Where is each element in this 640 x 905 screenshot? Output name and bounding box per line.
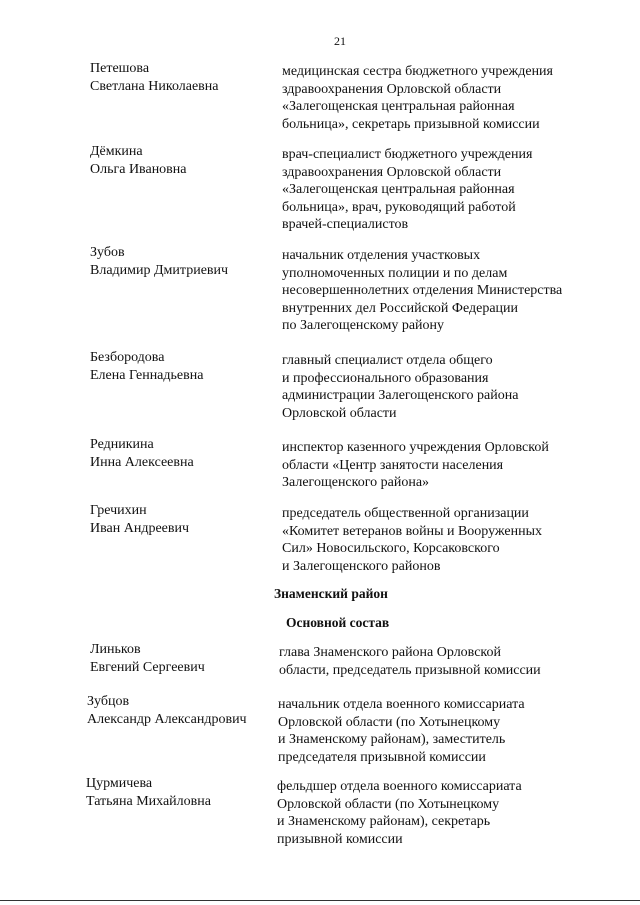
desc-line: врач-специалист бюджетного учреждения	[282, 147, 533, 162]
desc-line: области «Центр занятости населения	[282, 457, 504, 473]
desc-line: врачей-специалистов	[282, 217, 409, 232]
desc-line: начальник отдела военного комиссариата	[278, 697, 525, 712]
person-name	[90, 349, 270, 385]
given-names: Татьяна Михайловна	[86, 794, 211, 809]
desc-line: здравоохранения Орловской области	[282, 164, 502, 180]
given-names: Иван Андреевич	[90, 521, 190, 536]
given-names: Светлана Николаевна	[90, 79, 219, 94]
desc-line: больница», врач, руководящий работой	[282, 199, 516, 215]
person-name	[86, 775, 266, 811]
position-description	[279, 644, 609, 679]
desc-line: медицинская сестра бюджетного учреждения	[282, 64, 553, 79]
desc-line: главный специалист отдела общего	[282, 353, 493, 368]
section-heading: Знаменский район	[274, 586, 388, 601]
position-description	[282, 352, 612, 422]
desc-line: здравоохранения Орловской области	[282, 81, 502, 97]
desc-line: призывной комиссии	[277, 831, 403, 847]
desc-line: Орловской области	[282, 405, 397, 421]
desc-line: «Залегощенская центральная районная	[282, 99, 515, 114]
person-name	[90, 244, 270, 280]
given-names: Евгений Сергеевич	[90, 660, 205, 675]
position-description	[282, 63, 612, 133]
person-name	[90, 641, 270, 677]
given-names: Владимир Дмитриевич	[90, 263, 229, 278]
desc-line: председатель общественной организации	[282, 506, 529, 521]
surname: Линьков	[90, 642, 141, 657]
position-description	[282, 146, 612, 234]
desc-line: и Залегощенского районов	[282, 558, 441, 574]
given-names: Елена Геннадьевна	[90, 368, 204, 383]
position-description	[282, 439, 612, 492]
position-description	[282, 505, 612, 575]
desc-line: председателя призывной комиссии	[278, 749, 486, 765]
given-names: Инна Алексеевна	[90, 455, 194, 470]
desc-line: Орловской области (по Хотынецкому	[278, 714, 501, 730]
desc-line: внутренних дел Российской Федерации	[282, 300, 519, 316]
position-description	[278, 696, 608, 766]
person-name	[90, 502, 270, 538]
page-bottom-rule	[0, 900, 640, 901]
desc-line: Залегощенского района»	[282, 475, 430, 490]
desc-line: и Знаменскому районам), заместитель	[278, 732, 506, 747]
given-names: Александр Александрович	[87, 712, 247, 727]
desc-line: «Залегощенская центральная районная	[282, 182, 515, 197]
surname: Безбородова	[90, 350, 165, 365]
desc-line: начальник отделения участковых	[282, 248, 481, 263]
surname: Зубов	[90, 245, 125, 260]
subsection-heading: Основной состав	[286, 615, 390, 630]
person-name	[90, 436, 270, 472]
desc-line: инспектор казенного учреждения Орловской	[282, 440, 549, 455]
surname: Редникина	[90, 437, 154, 452]
desc-line: Орловской области (по Хотынецкому	[277, 796, 500, 812]
given-names: Ольга Ивановна	[90, 162, 187, 177]
desc-line: «Комитет ветеранов войны и Вооруженных	[282, 523, 543, 539]
page-number: 21	[334, 34, 346, 48]
desc-line: фельдшер отдела военного комиссариата	[277, 779, 522, 794]
surname: Дёмкина	[90, 144, 143, 159]
position-description	[282, 247, 612, 335]
desc-line: и профессионального образования	[282, 370, 489, 386]
surname: Петешова	[90, 61, 150, 76]
position-description	[277, 778, 607, 848]
surname: Гречихин	[90, 503, 147, 518]
desc-line: несовершеннолетних отделения Министерства	[282, 283, 563, 298]
desc-line: глава Знаменского района Орловской	[279, 645, 502, 660]
desc-line: по Залегощенскому району	[282, 318, 445, 333]
person-name	[87, 693, 267, 729]
desc-line: больница», секретарь призывной комиссии	[282, 116, 540, 132]
desc-line: Сил» Новосильского, Корсаковского	[282, 541, 500, 556]
desc-line: уполномоченных полиции и по делам	[282, 265, 508, 281]
surname: Зубцов	[87, 694, 130, 709]
surname: Цурмичева	[86, 776, 153, 791]
desc-line: области, председатель призывной комиссии	[279, 662, 541, 678]
person-name	[90, 60, 270, 96]
desc-line: администрации Залегощенского района	[282, 388, 519, 403]
desc-line: и Знаменскому районам), секретарь	[277, 814, 491, 829]
person-name	[90, 143, 270, 179]
